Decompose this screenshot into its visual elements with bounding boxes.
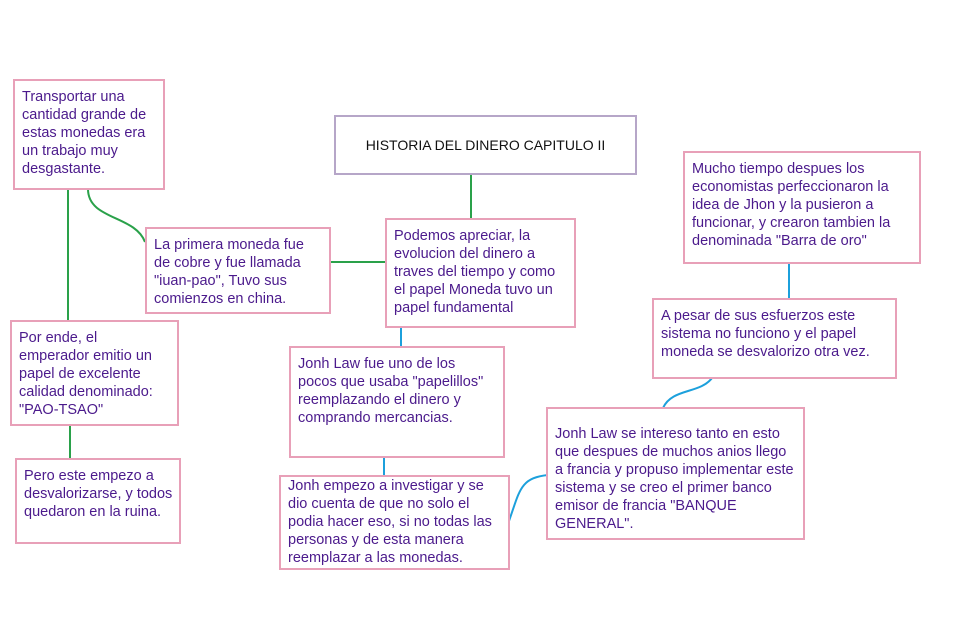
node-jonh-law-intereso bbox=[546, 407, 805, 540]
node-pero-este bbox=[15, 458, 181, 544]
link-jonh-empezo-jonh-law-intereso bbox=[509, 475, 548, 521]
link-jonh-law-intereso-a-pesar bbox=[663, 378, 712, 408]
node-pero-este-text: Pero este empezo a desvalorizarse, y todos quedaron en la ruina. bbox=[24, 468, 173, 520]
link-transportar-primera-moneda bbox=[88, 189, 145, 242]
node-a-pesar-text: A pesar de sus esfuerzos este sistema no funciono y el papel moneda se desvalorizo otra vez. bbox=[661, 308, 870, 360]
node-jonh-empezo-text: Jonh empezo a investigar y se dio cuenta de que no solo el podia hacer eso, si no todas las personas y de esta manera reemplazar a las monedas. bbox=[288, 478, 492, 566]
diagram-title-text: HISTORIA DEL DINERO CAPITULO II bbox=[365, 137, 606, 153]
node-podemos-text: Podemos apreciar, la evolucion del dinero a traves del tiempo y como el papel Moneda tuvo un papel fundamental bbox=[394, 228, 556, 316]
node-podemos bbox=[385, 218, 576, 328]
node-jonh-law-uno bbox=[289, 346, 505, 458]
node-mucho-tiempo-text: Mucho tiempo despues los economistas perfeccionaron la idea de Jhon y la pusieron a funcionar, y crearon tambien la denominada "Barra de oro" bbox=[692, 161, 891, 249]
node-transportar-text: Transportar una cantidad grande de estas monedas era un trabajo muy desgastante. bbox=[22, 89, 147, 177]
node-jonh-law-uno-text: Jonh Law fue uno de los pocos que usaba "papelillos" reemplazando el dinero y comprando mercancias. bbox=[298, 356, 484, 426]
node-jonh-empezo bbox=[279, 475, 510, 570]
node-primera-moneda-text: La primera moneda fue de cobre y fue llamada "iuan-pao", Tuvo sus comienzos en china. bbox=[154, 237, 304, 307]
node-primera-moneda bbox=[145, 227, 331, 314]
node-mucho-tiempo bbox=[683, 151, 921, 264]
node-a-pesar bbox=[652, 298, 897, 379]
node-jonh-law-intereso-text: Jonh Law se intereso tanto en esto que despues de muchos anios llego a francia y propuso implementar este sistema y se creo el primer banco emisor de francia "BANQUE GENERAL". bbox=[555, 426, 794, 532]
diagram-title bbox=[334, 115, 637, 175]
node-transportar bbox=[13, 79, 165, 190]
node-por-ende-text: Por ende, el emperador emitio un papel de excelente calidad denominado: "PAO-TSAO" bbox=[19, 330, 153, 418]
node-por-ende bbox=[10, 320, 179, 426]
